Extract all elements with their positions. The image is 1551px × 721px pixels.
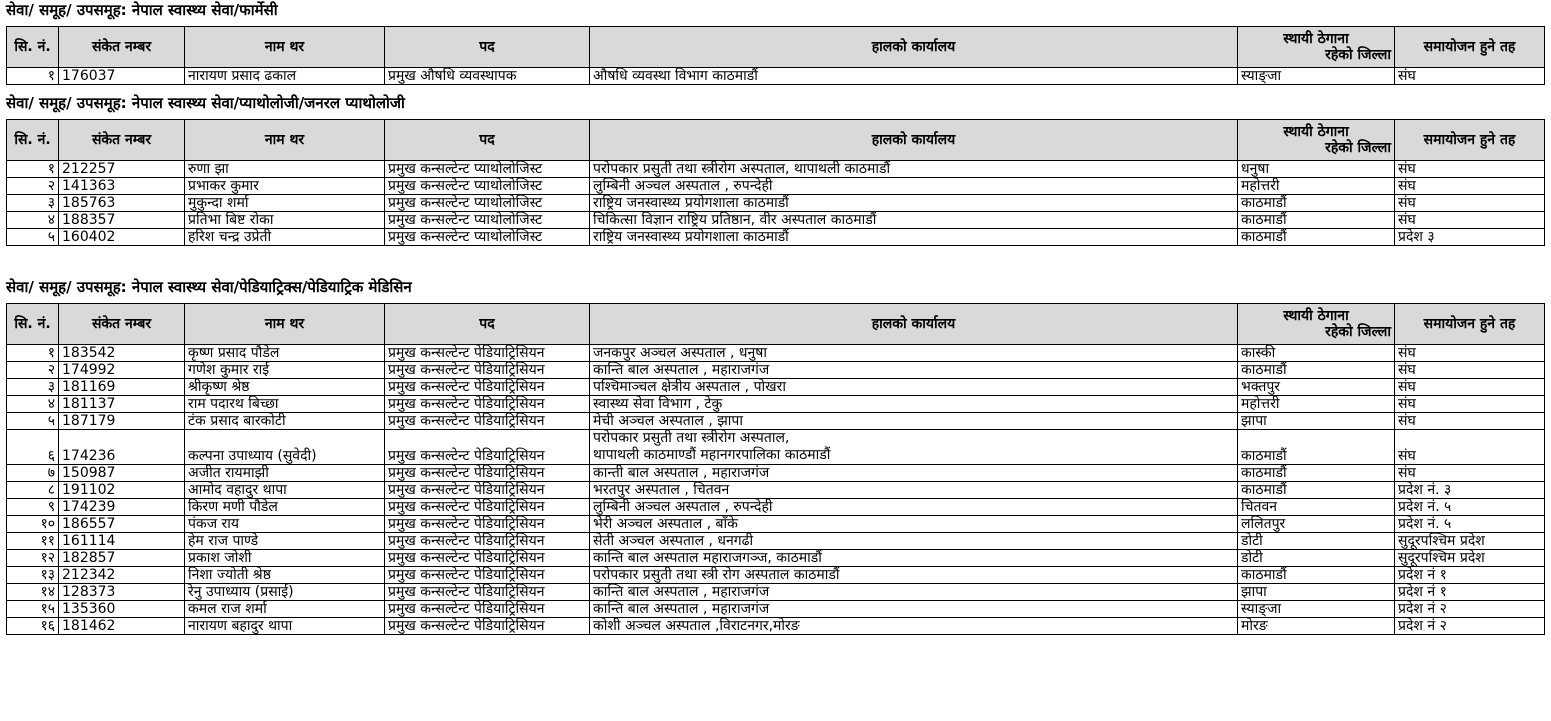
district-cell: काठमाडौं (1238, 465, 1395, 482)
post-cell: प्रमुख कन्सल्टेन्ट पेडियाट्रिसियन (385, 362, 590, 379)
district-header-line1: स्थायी ठेगाना (1283, 308, 1349, 324)
post-cell: प्रमुख कन्सल्टेन्ट पेडियाट्रिसियन (385, 413, 590, 430)
district-cell: भक्तपुर (1238, 379, 1395, 396)
code-cell: 212342 (59, 567, 185, 584)
office-cell: कान्ति बाल अस्पताल , महाराजगंज (590, 601, 1238, 618)
level-cell: संघ (1395, 68, 1545, 85)
office-cell: चिकित्सा विज्ञान राष्ट्रिय प्रतिष्ठान, वीर अस्पताल काठमाडौं (590, 212, 1238, 229)
sn-cell: ५ (7, 413, 59, 430)
post-cell: प्रमुख कन्सल्टेन्ट पेडियाट्रिसियन (385, 516, 590, 533)
table-row (7, 550, 1545, 567)
name-cell: आमोद वहादुर थापा (185, 482, 385, 499)
sn-cell: २ (7, 178, 59, 195)
level-cell: संघ (1395, 379, 1545, 396)
name-cell: टंक प्रसाद बारकोटी (185, 413, 385, 430)
district-cell: काठमाडौं (1238, 430, 1395, 465)
table-row (7, 379, 1545, 396)
level-cell: संघ (1395, 396, 1545, 413)
level-cell: संघ (1395, 178, 1545, 195)
office-cell: भरतपुर अस्पताल , चितवन (590, 482, 1238, 499)
office-cell: राष्ट्रिय जनस्वास्थ्य प्रयोगशाला काठमाडौं (590, 229, 1238, 246)
name-cell: प्रतिभा बिष्ट रोका (185, 212, 385, 229)
office-cell: कान्ति बाल अस्पताल , महाराजगंज (590, 362, 1238, 379)
sn-cell: ११ (7, 533, 59, 550)
name-cell: कल्पना उपाध्याय (सुवेदी) (185, 430, 385, 465)
name-cell: किरण मणी पौडेल (185, 499, 385, 516)
district-cell: कास्की (1238, 345, 1395, 362)
name-cell: मुकुन्दा शर्मा (185, 195, 385, 212)
table-header-row (7, 120, 1545, 161)
table-row (7, 499, 1545, 516)
name-cell: राम पदारथ बिच्छा (185, 396, 385, 413)
sn-cell: ३ (7, 379, 59, 396)
code-cell: 181462 (59, 618, 185, 635)
code-cell: 181137 (59, 396, 185, 413)
level-cell: प्रदेश नं. ५ (1395, 499, 1545, 516)
table-header-row (7, 304, 1545, 345)
name-cell: हरिश चन्द्र उप्रेती (185, 229, 385, 246)
sn-cell: ५ (7, 229, 59, 246)
section-value: नेपाल स्वास्थ्य सेवा/पेडियाट्रिक्स/पेडियाट्रिक मेडिसिन (131, 278, 412, 296)
name-cell: निशा ज्योती श्रेष्ठ (185, 567, 385, 584)
district-cell: महोत्तरी (1238, 178, 1395, 195)
name-cell: श्रीकृष्ण श्रेष्ठ (185, 379, 385, 396)
column-header-district (1238, 27, 1395, 68)
name-cell: अजीत रायमाझी (185, 465, 385, 482)
table-row (7, 482, 1545, 499)
level-cell: प्रदेश नं. ५ (1395, 516, 1545, 533)
district-cell: झापा (1238, 413, 1395, 430)
level-cell: संघ (1395, 430, 1545, 465)
table-row (7, 68, 1545, 85)
office-cell: स्वास्थ्य सेवा विभाग , टेकु (590, 396, 1238, 413)
table-row (7, 229, 1545, 246)
post-cell: प्रमुख कन्सल्टेन्ट पेडियाट्रिसियन (385, 482, 590, 499)
table-row (7, 567, 1545, 584)
column-header-sn: सि. नं. (7, 120, 59, 161)
level-cell: प्रदेश नं २ (1395, 601, 1545, 618)
post-cell: प्रमुख कन्सल्टेन्ट प्याथोलोजिस्ट (385, 195, 590, 212)
district-cell: चितवन (1238, 499, 1395, 516)
district-cell: काठमाडौं (1238, 229, 1395, 246)
staff-table (6, 26, 1545, 85)
level-cell: प्रदेश नं. ३ (1395, 482, 1545, 499)
sn-cell: १ (7, 161, 59, 178)
level-cell: संघ (1395, 345, 1545, 362)
sn-cell: ६ (7, 430, 59, 465)
table-row (7, 430, 1545, 465)
column-header-post: पद (385, 27, 590, 68)
level-cell: प्रदेश नं १ (1395, 584, 1545, 601)
sn-cell: १५ (7, 601, 59, 618)
code-cell: 128373 (59, 584, 185, 601)
level-cell: संघ (1395, 465, 1545, 482)
sn-cell: ३ (7, 195, 59, 212)
table-row (7, 212, 1545, 229)
sn-cell: ४ (7, 212, 59, 229)
name-cell: प्रभाकर कुमार (185, 178, 385, 195)
column-header-office: हालको कार्यालय (590, 27, 1238, 68)
post-cell: प्रमुख कन्सल्टेन्ट पेडियाट्रिसियन (385, 465, 590, 482)
code-cell: 185763 (59, 195, 185, 212)
post-cell: प्रमुख कन्सल्टेन्ट पेडियाट्रिसियन (385, 567, 590, 584)
office-cell: मेची अञ्चल अस्पताल , झापा (590, 413, 1238, 430)
district-cell: काठमाडौं (1238, 567, 1395, 584)
column-header-level: समायोजन हुने तह (1395, 304, 1545, 345)
sn-cell: १ (7, 68, 59, 85)
table-row (7, 345, 1545, 362)
district-header-line1: स्थायी ठेगाना (1283, 124, 1349, 140)
section-value: नेपाल स्वास्थ्य सेवा/फार्मेसी (131, 1, 278, 19)
sn-cell: ८ (7, 482, 59, 499)
post-cell: प्रमुख कन्सल्टेन्ट पेडियाट्रिसियन (385, 533, 590, 550)
office-cell: सेती अञ्चल अस्पताल , धनगढी (590, 533, 1238, 550)
office-cell: पश्चिमाञ्चल क्षेत्रीय अस्पताल , पोखरा (590, 379, 1238, 396)
column-header-name: नाम थर (185, 27, 385, 68)
column-header-level: समायोजन हुने तह (1395, 120, 1545, 161)
code-cell: 174992 (59, 362, 185, 379)
level-cell: सुदूरपश्चिम प्रदेश (1395, 533, 1545, 550)
table-row (7, 413, 1545, 430)
code-cell: 188357 (59, 212, 185, 229)
post-cell: प्रमुख कन्सल्टेन्ट पेडियाट्रिसियन (385, 499, 590, 516)
table-row (7, 362, 1545, 379)
table-header-row (7, 27, 1545, 68)
name-cell: रुणा झा (185, 161, 385, 178)
code-cell: 182857 (59, 550, 185, 567)
code-cell: 161114 (59, 533, 185, 550)
sn-cell: ४ (7, 396, 59, 413)
column-header-sn: सि. नं. (7, 304, 59, 345)
section-title (6, 277, 412, 297)
column-header-post: पद (385, 120, 590, 161)
table-row (7, 396, 1545, 413)
staff-table (6, 303, 1545, 635)
office-cell: परोपकार प्रसुती तथा स्त्रीरोग अस्पताल, थापाथली काठमाडौं (590, 161, 1238, 178)
post-cell: प्रमुख कन्सल्टेन्ट पेडियाट्रिसियन (385, 550, 590, 567)
column-header-level: समायोजन हुने तह (1395, 27, 1545, 68)
code-cell: 183542 (59, 345, 185, 362)
sn-cell: १६ (7, 618, 59, 635)
level-cell: संघ (1395, 413, 1545, 430)
table-row (7, 533, 1545, 550)
code-cell: 181169 (59, 379, 185, 396)
district-cell: झापा (1238, 584, 1395, 601)
district-cell: काठमाडौं (1238, 362, 1395, 379)
level-cell: संघ (1395, 212, 1545, 229)
code-cell: 186557 (59, 516, 185, 533)
column-header-name: नाम थर (185, 120, 385, 161)
office-cell: कान्ती बाल अस्पताल , महाराजगंज (590, 465, 1238, 482)
office-cell: परोपकार प्रसुती तथा स्त्री रोग अस्पताल काठमाडौं (590, 567, 1238, 584)
level-cell: प्रदेश नं २ (1395, 618, 1545, 635)
name-cell: नारायण बहादुर थापा (185, 618, 385, 635)
office-cell: औषधि व्यवस्था विभाग काठमाडौं (590, 68, 1238, 85)
level-cell: प्रदेश नं १ (1395, 567, 1545, 584)
district-header-line1: स्थायी ठेगाना (1283, 31, 1349, 47)
office-cell: कोशी अञ्चल अस्पताल ,विराटनगर,मोरङ (590, 618, 1238, 635)
sn-cell: ७ (7, 465, 59, 482)
level-cell: संघ (1395, 195, 1545, 212)
code-cell: 160402 (59, 229, 185, 246)
level-cell: प्रदेश ३ (1395, 229, 1545, 246)
office-line: थापाथली काठमाण्डौं महानगरपालिका काठमाडौं (593, 447, 831, 463)
table-row (7, 465, 1545, 482)
column-header-post: पद (385, 304, 590, 345)
table-row (7, 618, 1545, 635)
column-header-office: हालको कार्यालय (590, 120, 1238, 161)
name-cell: हेम राज पाण्डे (185, 533, 385, 550)
column-header-office: हालको कार्यालय (590, 304, 1238, 345)
name-cell: कमल राज शर्मा (185, 601, 385, 618)
table-row (7, 178, 1545, 195)
section-title (6, 93, 405, 113)
post-cell: प्रमुख कन्सल्टेन्ट प्याथोलोजिस्ट (385, 178, 590, 195)
post-cell: प्रमुख औषधि व्यवस्थापक (385, 68, 590, 85)
staff-table (6, 119, 1545, 246)
table-row (7, 161, 1545, 178)
office-cell (590, 430, 1238, 465)
section-value: नेपाल स्वास्थ्य सेवा/प्याथोलोजी/जनरल प्याथोलोजी (131, 94, 405, 112)
code-cell: 174239 (59, 499, 185, 516)
post-cell: प्रमुख कन्सल्टेन्ट पेडियाट्रिसियन (385, 601, 590, 618)
level-cell: संघ (1395, 161, 1545, 178)
table-row (7, 601, 1545, 618)
office-cell: लुम्बिनी अञ्चल अस्पताल , रुपन्देही (590, 178, 1238, 195)
section-label: सेवा/ समूह/ उपसमूह: (6, 94, 127, 112)
name-cell: प्रकाश जोशी (185, 550, 385, 567)
post-cell: प्रमुख कन्सल्टेन्ट प्याथोलोजिस्ट (385, 161, 590, 178)
section-label: सेवा/ समूह/ उपसमूह: (6, 278, 127, 296)
post-cell: प्रमुख कन्सल्टेन्ट पेडियाट्रिसियन (385, 379, 590, 396)
district-cell: महोत्तरी (1238, 396, 1395, 413)
sn-cell: १ (7, 345, 59, 362)
office-cell: कान्ति बाल अस्पताल महाराजगञ्ज, काठमाडौं (590, 550, 1238, 567)
name-cell: नारायण प्रसाद ढकाल (185, 68, 385, 85)
column-header-sn: सि. नं. (7, 27, 59, 68)
district-cell: ललितपुर (1238, 516, 1395, 533)
district-cell: मोरङ (1238, 618, 1395, 635)
district-cell: स्याङ्जा (1238, 68, 1395, 85)
column-header-district (1238, 120, 1395, 161)
post-cell: प्रमुख कन्सल्टेन्ट पेडियाट्रिसियन (385, 430, 590, 465)
name-cell: गणेश कुमार राई (185, 362, 385, 379)
column-header-name: नाम थर (185, 304, 385, 345)
post-cell: प्रमुख कन्सल्टेन्ट पेडियाट्रिसियन (385, 584, 590, 601)
district-header-line2: रहेको जिल्ला (1325, 47, 1391, 63)
section-label: सेवा/ समूह/ उपसमूह: (6, 1, 127, 19)
table-row (7, 195, 1545, 212)
district-cell: काठमाडौं (1238, 212, 1395, 229)
code-cell: 191102 (59, 482, 185, 499)
code-cell: 212257 (59, 161, 185, 178)
office-line: परोपकार प्रसुती तथा स्त्रीरोग अस्पताल, (593, 430, 790, 446)
district-cell: धनुषा (1238, 161, 1395, 178)
code-cell: 135360 (59, 601, 185, 618)
sn-cell: ९ (7, 499, 59, 516)
post-cell: प्रमुख कन्सल्टेन्ट प्याथोलोजिस्ट (385, 212, 590, 229)
column-header-code: संकेत नम्बर (59, 120, 185, 161)
office-cell: कान्ति बाल अस्पताल , महाराजगंज (590, 584, 1238, 601)
district-cell: काठमाडौं (1238, 482, 1395, 499)
code-cell: 150987 (59, 465, 185, 482)
name-cell: कृष्ण प्रसाद पौडेल (185, 345, 385, 362)
code-cell: 174236 (59, 430, 185, 465)
sn-cell: २ (7, 362, 59, 379)
code-cell: 141363 (59, 178, 185, 195)
sn-cell: १२ (7, 550, 59, 567)
district-cell: स्याङ्जा (1238, 601, 1395, 618)
sn-cell: १० (7, 516, 59, 533)
post-cell: प्रमुख कन्सल्टेन्ट प्याथोलोजिस्ट (385, 229, 590, 246)
column-header-district (1238, 304, 1395, 345)
sn-cell: १३ (7, 567, 59, 584)
post-cell: प्रमुख कन्सल्टेन्ट पेडियाट्रिसियन (385, 345, 590, 362)
post-cell: प्रमुख कन्सल्टेन्ट पेडियाट्रिसियन (385, 396, 590, 413)
office-cell: भेरी अञ्चल अस्पताल , बाँके (590, 516, 1238, 533)
post-cell: प्रमुख कन्सल्टेन्ट पेडियाट्रिसियन (385, 618, 590, 635)
table-row (7, 516, 1545, 533)
name-cell: पंकज राय (185, 516, 385, 533)
level-cell: संघ (1395, 362, 1545, 379)
district-cell: डोटी (1238, 550, 1395, 567)
level-cell: सुदूरपश्चिम प्रदेश (1395, 550, 1545, 567)
column-header-code: संकेत नम्बर (59, 304, 185, 345)
office-cell: लुम्बिनी अञ्चल अस्पताल , रुपन्देही (590, 499, 1238, 516)
table-row (7, 584, 1545, 601)
section-title (6, 0, 278, 20)
office-cell: जनकपुर अञ्चल अस्पताल , धनुषा (590, 345, 1238, 362)
district-header-line2: रहेको जिल्ला (1325, 140, 1391, 156)
code-cell: 176037 (59, 68, 185, 85)
office-cell: राष्ट्रिय जनस्वास्थ्य प्रयोगशाला काठमाडौं (590, 195, 1238, 212)
district-cell: काठमाडौं (1238, 195, 1395, 212)
district-cell: डोटी (1238, 533, 1395, 550)
code-cell: 187179 (59, 413, 185, 430)
column-header-code: संकेत नम्बर (59, 27, 185, 68)
sn-cell: १४ (7, 584, 59, 601)
name-cell: रेनु उपाध्याय (प्रसाई) (185, 584, 385, 601)
district-header-line2: रहेको जिल्ला (1325, 324, 1391, 340)
